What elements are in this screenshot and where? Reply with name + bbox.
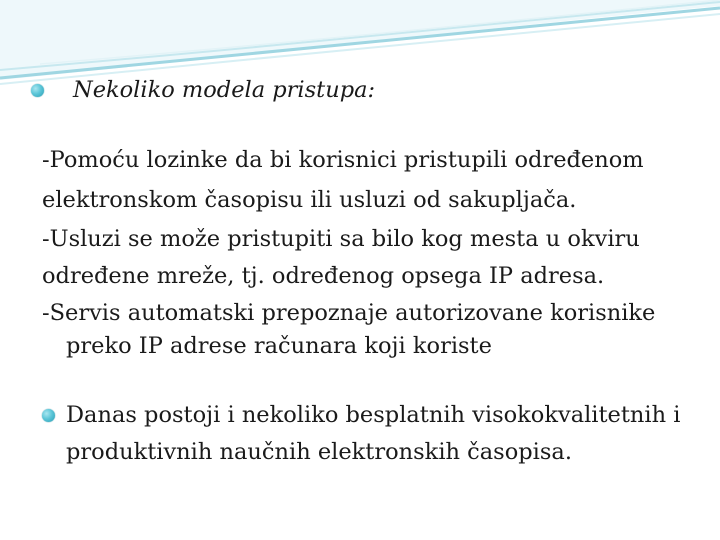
paragraph-line: elektronskom časopisu ili usluzi od sakupljača. [42,187,577,213]
bullet-icon [42,409,55,422]
paragraph-line: određene mreže, tj. određenog opsega IP adresa. [42,263,605,289]
paragraph-line: preko IP adrese računara koji koriste [66,333,492,359]
heading-text: Nekoliko modela pristupa: [73,77,376,103]
paragraph-line: -Usluzi se može pristupiti sa bilo kog mesta u okviru [42,226,640,252]
bullet-text-line: produktivnih naučnih elektronskih časopisa. [66,439,572,465]
paragraph-line: -Pomoću lozinke da bi korisnici pristupili određenom [42,147,644,173]
bullet-text-line: Danas postoji i nekoliko besplatnih visokokvalitetnih i [66,402,681,428]
paragraph-line: -Servis automatski prepoznaje autorizovane korisnike [42,300,656,326]
bullet-icon [31,84,44,97]
